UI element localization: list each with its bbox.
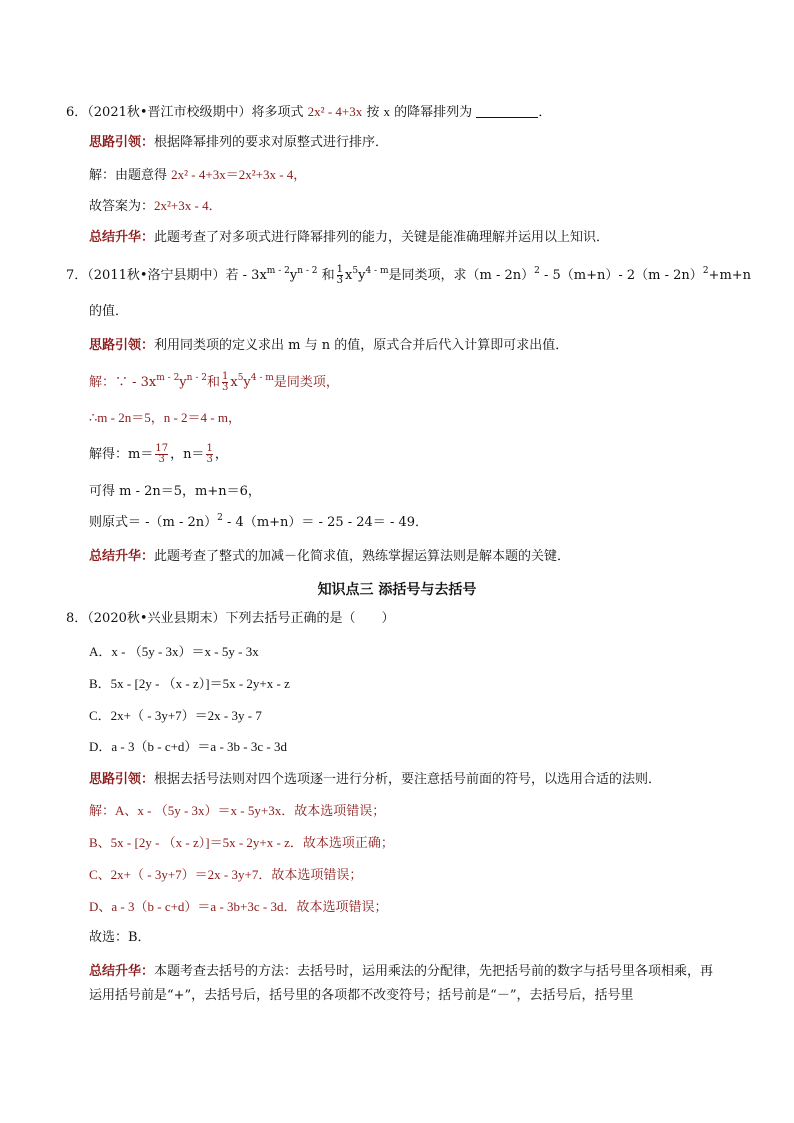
fraction: $\frac{17}{3}$ — [155, 443, 169, 465]
fraction: $\frac{1}{3}$ — [206, 443, 213, 465]
q6-stem: 6．（2021秋•晋江市校级期中）将多项式 2x² - 4+3x 按 x 的降幂排列为 ． — [66, 104, 552, 120]
q7-hint: 思路引领：利用同类项的定义求出 m 与 n 的值，原式合并后代入计算即可求出值． — [89, 338, 569, 353]
q8-solution-a: 解：A、x - （5y - 3x）＝x - 5y+3x．故本选项错误； — [89, 803, 386, 818]
q7-solution-2: ∴m - 2n＝5，n - 2＝4 - m， — [89, 410, 241, 425]
q8-option-a: A．x - （5y - 3x）＝x - 5y - 3x — [89, 644, 259, 659]
q8-solution-d: D、a - 3（b - c+d）＝a - 3b+3c - 3d．故本选项错误； — [89, 899, 388, 914]
q6-summary: 总结升华：此题考查了对多项式进行降幂排列的能力，关键是能准确理解并运用以上知识． — [89, 230, 610, 245]
q7-solution-4: 可得 m - 2n＝5，m+n＝6， — [89, 484, 261, 499]
q8-summary: 总结升华：本题考查去括号的方法：去括号时，运用乘法的分配律，先把括号前的数字与括号里各项相乘，再运用括号前是“+”，去括号后，括号里的各项都不改变符号；括号前是“－”，去括号后，括号里 — [89, 964, 714, 1003]
fraction: $\frac{1}{3}$ — [336, 264, 344, 286]
answer-blank — [476, 105, 538, 118]
q7-solution-3: 解得：m＝ $\frac{17}{3}$ ，n＝ $\frac{1}{3}$ ， — [89, 443, 228, 465]
q8-choice: 故选：B． — [89, 930, 151, 945]
q7-stem: 7．（2011秋•洛宁县期中）若 - $3x^{m - 2}y^{n - 2}$ 和 $\frac{1}{3}$ $x^5y^{4 - m}$是同类项，求（m - 2n）$^2$ - 5（m+n）- 2（m - 2n）$^2$+m+n — [66, 264, 752, 286]
q8-hint: 思路引领：根据去括号法则对四个选项逐一进行分析，要注意括号前面的符号，以选用合适的法则． — [89, 772, 662, 787]
q6-solution: 解：由题意得 2x² - 4+3x＝2x²+3x - 4， — [89, 167, 307, 183]
q7-solution-5: 则原式＝ -（m - 2n）$^2$ - 4（m+n）＝ - 25 - 24＝ - 49． — [89, 513, 429, 530]
fraction: $\frac{1}{3}$ — [221, 371, 229, 393]
q8-solution-b: B、5x - [2y - （x - z）]＝5x - 2y+x - z．故本选项正确； — [89, 835, 394, 850]
q8-option-c: C．2x+（ - 3y+7）＝2x - 3y - 7 — [89, 708, 262, 723]
q6-hint: 思路引领：根据降幂排列的要求对原整式进行排序． — [89, 135, 389, 150]
q7-stem-line2: 的值． — [89, 304, 129, 319]
section-title: 知识点三 添括号与去括号 — [317, 582, 477, 598]
q8-stem: 8．（2020秋•兴业县期末）下列去括号正确的是（ ） — [66, 611, 395, 626]
q6-answer: 故答案为：2x²+3x - 4． — [89, 198, 222, 214]
q8-solution-c: C、2x+（ - 3y+7）＝2x - 3y+7．故本选项错误； — [89, 867, 363, 882]
q7-summary: 总结升华：此题考查了整式的加减－化简求值，熟练掌握运算法则是解本题的关键． — [89, 549, 571, 564]
q8-option-b: B．5x - [2y - （x - z）]＝5x - 2y+x - z — [89, 676, 290, 691]
q8-option-d: D．a - 3（b - c+d）＝a - 3b - 3c - 3d — [89, 739, 287, 754]
q7-solution-1: 解：∵ - $3x^{m - 2}y^{n - 2}$和 $\frac{1}{3}$ $x^5y^{4 - m}$是同类项， — [89, 371, 339, 393]
